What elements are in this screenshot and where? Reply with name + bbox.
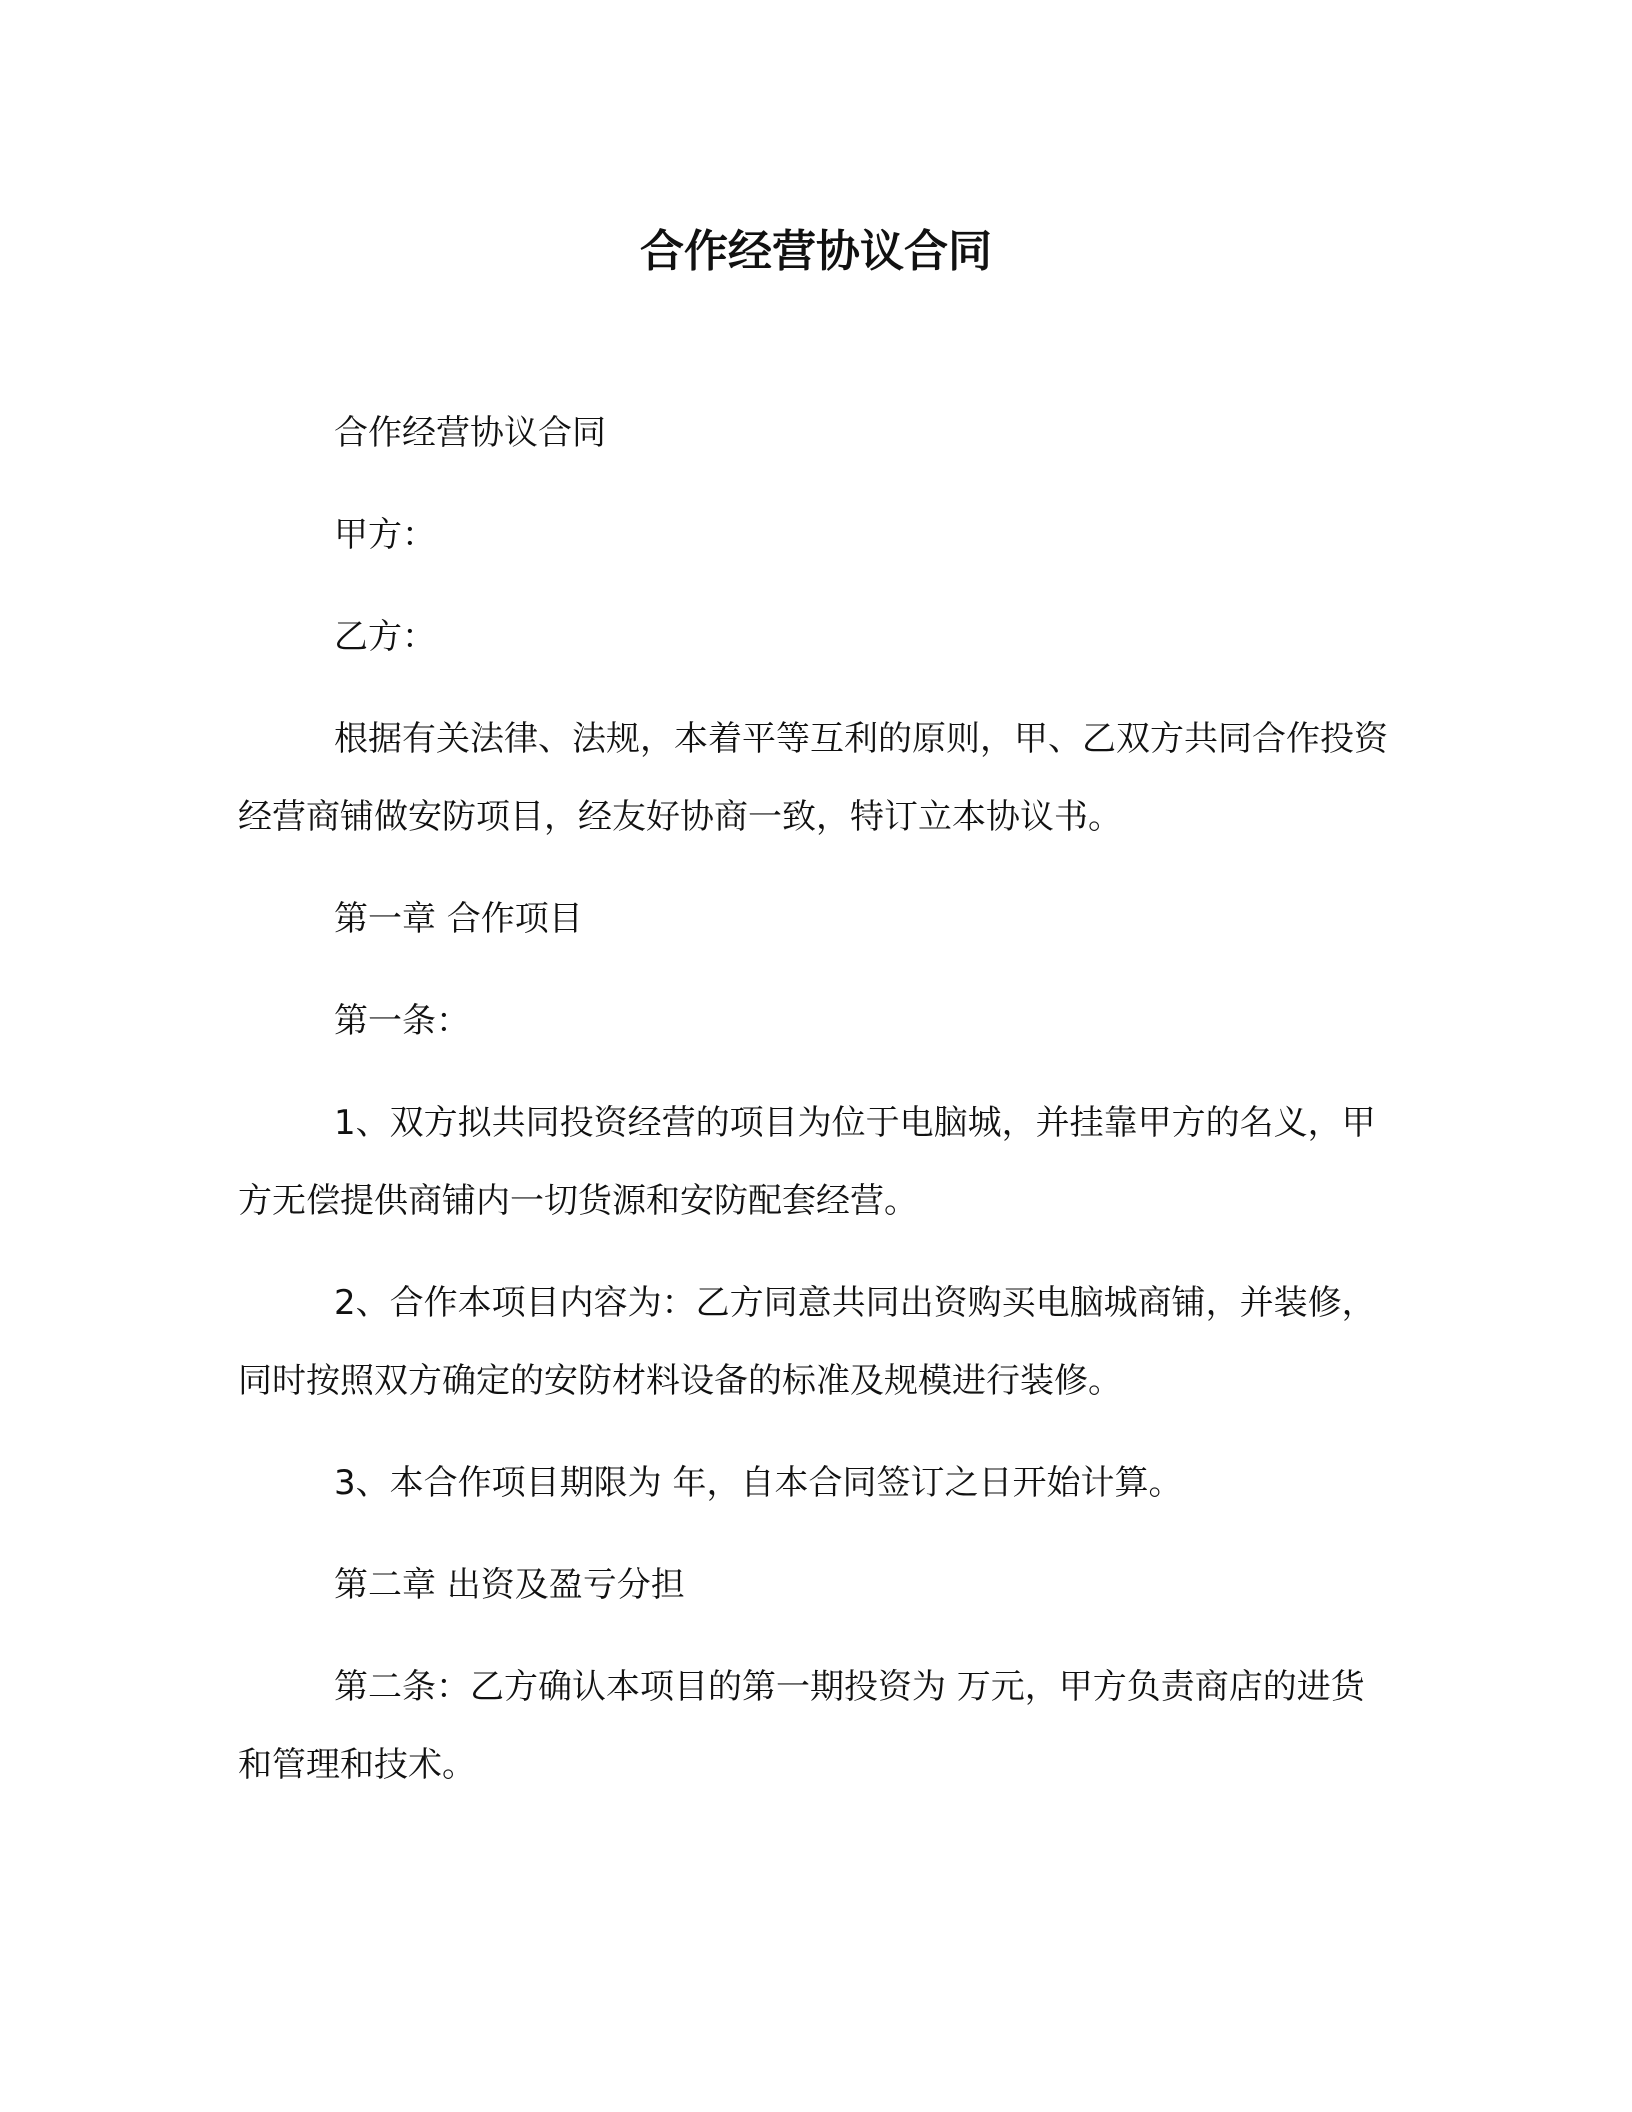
chapter-one-heading: 第一章 合作项目 [334,899,583,939]
clause-3-paragraph: 3、本合作项目期限为 年，自本合同签订之日开始计算。 [334,1463,1183,1503]
chapter-two-heading: 第二章 出资及盈亏分担 [334,1565,685,1605]
document-title: 合作经营协议合同 [640,226,992,277]
party-a-line: 甲方： [334,515,436,555]
party-b-line: 乙方： [334,617,436,657]
article-two-paragraph: 第二条：乙方确认本项目的第一期投资为 万元，甲方负责商店的进货和管理和技术。 [238,1667,1365,1785]
document-body [238,394,1394,1828]
preamble-paragraph: 根据有关法律、法规，本着平等互利的原则，甲、乙双方共同合作投资经营商铺做安防项目，经友好协商一致，特订立本协议书。 [238,719,1388,837]
clause-1-paragraph: 1、双方拟共同投资经营的项目为位于电脑城，并挂靠甲方的名义，甲方无偿提供商铺内一切货源和安防配套经营。 [238,1103,1376,1221]
contract-heading: 合作经营协议合同 [334,413,606,453]
clause-2-paragraph: 2、合作本项目内容为：乙方同意共同出资购买电脑城商铺，并装修，同时按照双方确定的安防材料设备的标准及规模进行装修。 [238,1283,1376,1401]
article-one-heading: 第一条： [334,1001,470,1041]
